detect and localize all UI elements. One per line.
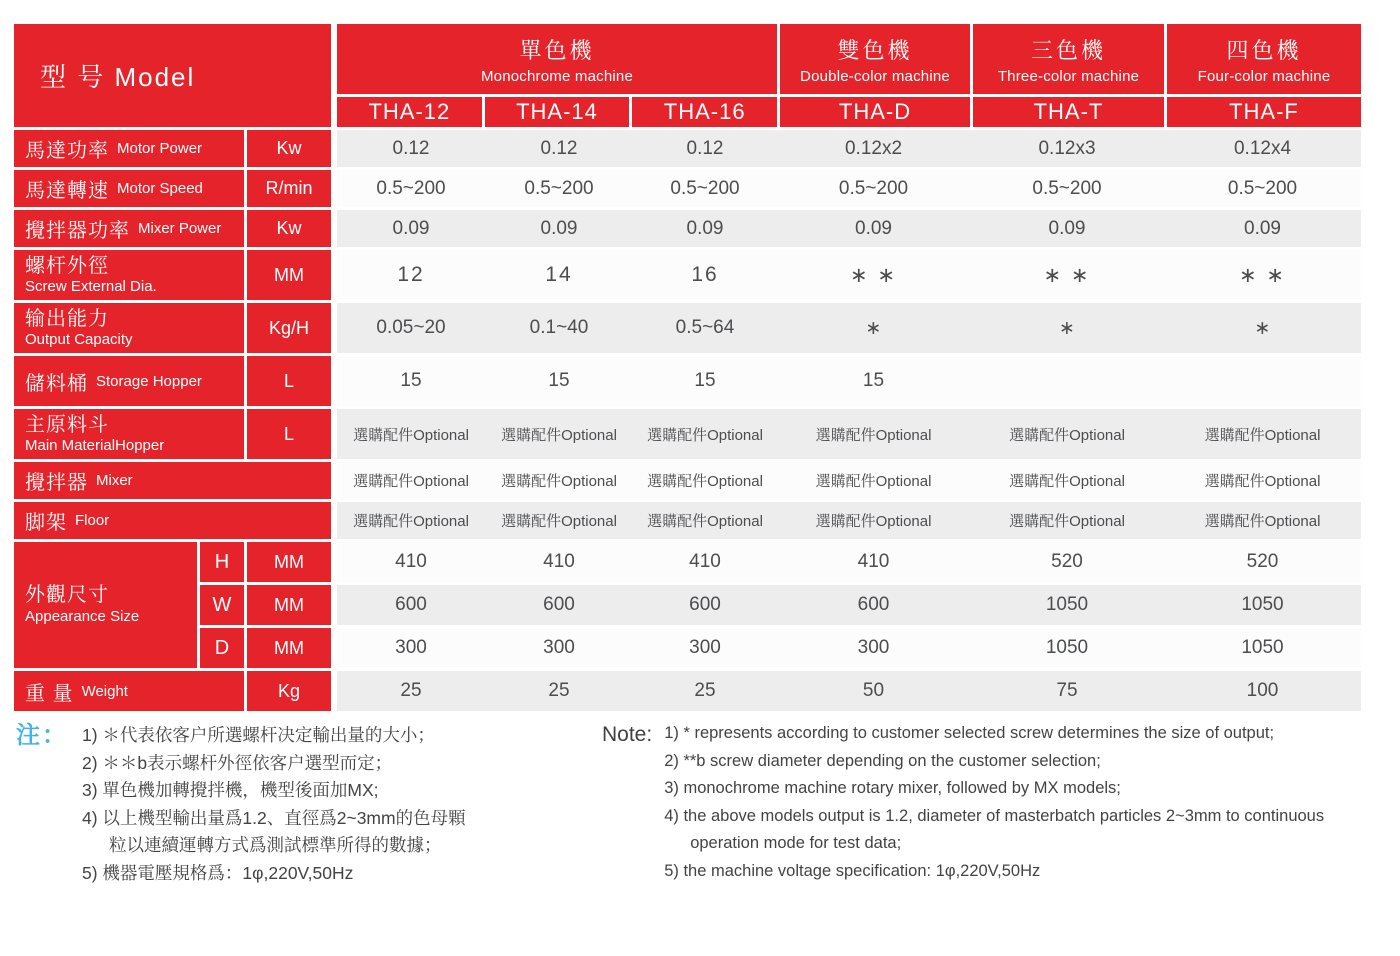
value-cell: ∗ ∗: [1043, 263, 1091, 287]
value-cell: 選購配件Optional: [353, 426, 469, 444]
value-cell: 50: [862, 680, 885, 701]
row-label-en: Motor Speed: [117, 180, 203, 197]
unit-cell: MM: [247, 542, 331, 582]
table-row-main-material-hopper: [14, 409, 1361, 459]
value-cell: ∗: [865, 317, 882, 339]
value-cell: 100: [1246, 680, 1279, 701]
group-title: [337, 24, 777, 94]
row-label-en: Appearance Size: [25, 608, 140, 626]
row-label: [14, 502, 331, 539]
value-cell: 0.5~200: [838, 177, 909, 199]
value-cell: 選購配件Optional: [815, 513, 932, 530]
value-cell: 0.12x4: [1233, 137, 1292, 159]
row-label-en: Mixer Power: [138, 220, 222, 237]
value-cell: 0.12: [392, 137, 430, 159]
value-cell: 75: [1056, 680, 1078, 701]
value-cell: 選購配件Optional: [815, 426, 932, 444]
row-values: [337, 210, 1361, 247]
table-row-storage-hopper: [14, 356, 1361, 406]
notes-english-title: Note:: [602, 723, 653, 746]
group-title-cn: 雙色機: [837, 37, 913, 63]
row-label-cn: 输出能力: [25, 308, 109, 330]
value-cell: 0.5~200: [670, 177, 740, 199]
value-cell: 0.09: [855, 217, 892, 239]
unit-cell: MM: [247, 628, 331, 668]
row-label-cn: 重 量: [25, 682, 74, 705]
unit-cell: Kw: [247, 210, 331, 247]
group-models: [337, 97, 777, 127]
row-label: [14, 671, 244, 711]
group-three-color: [973, 24, 1164, 127]
model-cell-tha14: THA-14: [485, 97, 630, 127]
value-cell: 0.12x2: [844, 137, 903, 159]
model-cell-tha12: THA-12: [337, 97, 482, 127]
model-cell-thaf: THA-F: [1167, 97, 1361, 127]
value-cell: 600: [395, 594, 427, 615]
group-title-en: Double-color machine: [800, 67, 950, 85]
value-cell: 15: [548, 370, 570, 391]
model-cell-that: THA-T: [973, 97, 1164, 127]
group-models: [780, 97, 970, 127]
value-cell: ∗ ∗: [849, 263, 898, 287]
value-cell: 0.5~200: [524, 177, 594, 199]
value-cell: 選購配件Optional: [1204, 473, 1321, 490]
row-values: [337, 356, 1361, 406]
size-subrow-w: [200, 585, 1361, 625]
row-label-en: Output Capacity: [25, 331, 133, 348]
value-cell: 600: [857, 594, 890, 615]
value-cell: 15: [694, 370, 716, 391]
notes-english: [602, 720, 1392, 885]
row-label: [14, 130, 244, 167]
value-cell: 0.1~40: [529, 317, 589, 338]
row-values: [337, 130, 1361, 167]
size-subrow-d: [200, 628, 1361, 668]
note-item: 3) 單色機加轉攪拌機，機型後面加MX;: [82, 780, 379, 800]
size-subrow-h: [200, 542, 1361, 582]
row-label-en: Motor Power: [117, 140, 203, 157]
note-item: 5) 機器電壓規格爲：1φ,220V,50Hz: [82, 862, 354, 883]
row-values: [337, 462, 1361, 499]
value-cell: 選購配件Optional: [501, 473, 617, 490]
value-cell: 14: [545, 263, 573, 286]
value-cell: 300: [395, 637, 427, 658]
note-item: 4) the above models output is 1.2, diameter of masterbatch particles 2~3mm to continuous operation mode for test data;: [664, 806, 1325, 852]
value-cell: 15: [400, 370, 422, 391]
value-cell: 410: [543, 551, 575, 572]
machine-group-headers: [337, 24, 1361, 127]
value-cell: 0.12x3: [1038, 137, 1096, 159]
table-row-appearance-size: [14, 542, 1361, 668]
unit-cell: Kw: [247, 130, 331, 167]
value-cell: 410: [689, 551, 721, 572]
value-cell: 15: [862, 370, 885, 391]
value-cell: 0.5~200: [1227, 177, 1298, 199]
dimension-key: W: [200, 585, 244, 625]
row-values: [337, 303, 1361, 353]
model-header-cell: 型 号 Model: [14, 24, 331, 127]
value-cell: 選購配件Optional: [647, 473, 763, 490]
value-cell: 選購配件Optional: [1009, 426, 1125, 444]
value-cell: 0.5~200: [1032, 177, 1102, 199]
dimension-key: H: [200, 542, 244, 582]
table-row-mixer-power: [14, 210, 1361, 247]
model-cell-tha16: THA-16: [632, 97, 777, 127]
unit-cell: Kg/H: [247, 303, 331, 353]
group-title-en: Three-color machine: [997, 67, 1140, 85]
table-row-output-capacity: [14, 303, 1361, 353]
value-cell: 選購配件Optional: [647, 426, 763, 444]
row-label-cn: 攪拌器功率: [25, 220, 130, 242]
value-cell: 選購配件Optional: [1204, 426, 1321, 444]
group-title-en: Monochrome machine: [480, 67, 633, 85]
group-double-color: [780, 24, 970, 127]
table-header: [14, 24, 1361, 127]
row-values: [337, 542, 1361, 582]
value-cell: 選購配件Optional: [353, 513, 469, 530]
table-row-mixer: [14, 462, 1361, 499]
value-cell: 1050: [1045, 637, 1089, 658]
note-item: 1) * represents according to customer selected screw determines the size of output;: [664, 724, 1275, 742]
value-cell: 0.09: [540, 217, 578, 239]
row-label-cn: 主原料斗: [25, 414, 109, 436]
value-cell: 25: [400, 680, 422, 701]
value-cell: 16: [691, 263, 719, 286]
value-cell: 選購配件Optional: [501, 426, 617, 444]
group-title: [973, 24, 1164, 94]
row-label-cn: 馬達轉速: [25, 180, 109, 202]
group-title-cn: 三色機: [1030, 37, 1106, 63]
row-label: [14, 303, 244, 353]
table-row-motor-speed: [14, 170, 1361, 207]
row-label: [14, 409, 244, 459]
row-label-cn: 外觀尺寸: [25, 584, 109, 607]
notes-chinese-list: [82, 722, 474, 887]
model-cell-thad: THA-D: [780, 97, 970, 127]
value-cell: 410: [857, 551, 890, 572]
row-label: [14, 250, 244, 300]
row-label: [14, 356, 244, 406]
group-four-color: [1167, 24, 1361, 127]
unit-cell: L: [247, 356, 331, 406]
value-cell: 選購配件Optional: [1204, 513, 1321, 530]
value-cell: ∗: [1254, 317, 1271, 339]
appearance-size-subrows: [200, 542, 1361, 668]
group-title-cn: 四色機: [1226, 37, 1302, 63]
unit-cell: MM: [247, 250, 331, 300]
row-label-en: Floor: [75, 512, 110, 529]
row-label-cn: 攪拌器: [25, 472, 88, 494]
value-cell: ∗ ∗: [1238, 263, 1287, 287]
note-item: 4) 以上機型輸出量爲1.2、直徑爲2~3mm的色母顆粒以連續運轉方式爲測試標準所得的數據；: [82, 807, 466, 855]
value-cell: 12: [397, 263, 425, 286]
value-cell: 0.09: [686, 217, 724, 239]
value-cell: 0.09: [1244, 217, 1281, 239]
row-label-cn: 馬達功率: [25, 140, 109, 162]
unit-cell: MM: [247, 585, 331, 625]
note-item: 2) ＊＊b表示螺杆外徑依客户選型而定；: [82, 752, 393, 773]
unit-cell: R/min: [247, 170, 331, 207]
value-cell: 600: [689, 594, 721, 615]
value-cell: 300: [857, 637, 890, 658]
row-values: [337, 250, 1361, 300]
value-cell: 0.5~200: [376, 177, 446, 199]
row-label-en: Screw External Dia.: [25, 278, 157, 295]
value-cell: 410: [395, 551, 427, 572]
note-item: 1) ＊代表依客户所選螺杆决定輸出量的大小；: [82, 725, 435, 745]
row-values: [337, 585, 1361, 625]
value-cell: 300: [689, 637, 721, 658]
row-values: [337, 671, 1361, 711]
notes-english-list: [664, 720, 1392, 885]
group-models: [1167, 97, 1361, 127]
row-label: [14, 462, 331, 499]
row-label-en: Mixer: [96, 472, 133, 489]
value-cell: 1050: [1045, 594, 1089, 615]
value-cell: 600: [543, 594, 575, 615]
value-cell: 300: [543, 637, 575, 658]
row-label: [14, 210, 244, 247]
group-title: [780, 24, 970, 94]
value-cell: 520: [1246, 551, 1279, 572]
group-title-en: Four-color machine: [1197, 67, 1331, 85]
row-label-en: Main MaterialHopper: [25, 437, 165, 454]
unit-cell: L: [247, 409, 331, 459]
note-item: 2) **b screw diameter depending on the customer selection;: [664, 751, 1101, 770]
row-label-cn: 螺杆外徑: [25, 255, 109, 277]
value-cell: 25: [548, 680, 570, 701]
row-values: [337, 502, 1361, 539]
row-label: [14, 542, 197, 668]
value-cell: 0.09: [1048, 217, 1086, 239]
table-row-motor-power: [14, 130, 1361, 167]
row-values: [337, 170, 1361, 207]
row-label-cn: 儲料桶: [25, 372, 88, 395]
notes-chinese: [16, 722, 474, 887]
value-cell: 選購配件Optional: [501, 513, 617, 530]
group-title: [1167, 24, 1361, 94]
row-values: [337, 409, 1361, 459]
dimension-key: D: [200, 628, 244, 668]
value-cell: 1050: [1241, 594, 1284, 615]
spec-table: [14, 24, 1361, 711]
row-label-en: Storage Hopper: [96, 372, 202, 390]
table-row-weight: [14, 671, 1361, 711]
value-cell: 520: [1051, 551, 1083, 572]
value-cell: 0.12: [686, 137, 724, 159]
value-cell: 0.12: [540, 137, 578, 159]
notes-chinese-title: 注：: [16, 722, 68, 749]
value-cell: 0.5~64: [675, 317, 735, 338]
value-cell: 0.05~20: [376, 317, 446, 338]
unit-cell: Kg: [247, 671, 331, 711]
group-models: [973, 97, 1164, 127]
value-cell: 選購配件Optional: [353, 473, 469, 490]
value-cell: 選購配件Optional: [815, 473, 932, 490]
row-label: [14, 170, 244, 207]
note-item: 5) the machine voltage specification: 1φ,220V,50Hz: [664, 861, 1041, 880]
value-cell: ∗: [1059, 317, 1075, 339]
value-cell: 0.09: [392, 217, 430, 239]
value-cell: 選購配件Optional: [1009, 473, 1125, 490]
row-label-cn: 脚架: [25, 512, 67, 534]
note-item: 3) monochrome machine rotary mixer, followed by MX models;: [664, 779, 1121, 797]
value-cell: 25: [694, 680, 716, 701]
value-cell: 選購配件Optional: [647, 513, 763, 530]
row-values: [337, 628, 1361, 668]
group-title-cn: 單色機: [519, 37, 595, 63]
group-monochrome: [337, 24, 777, 127]
value-cell: 選購配件Optional: [1009, 513, 1125, 530]
table-row-floor: [14, 502, 1361, 539]
value-cell: 1050: [1241, 637, 1284, 658]
row-label-en: Weight: [81, 682, 128, 700]
table-row-screw-dia: [14, 250, 1361, 300]
